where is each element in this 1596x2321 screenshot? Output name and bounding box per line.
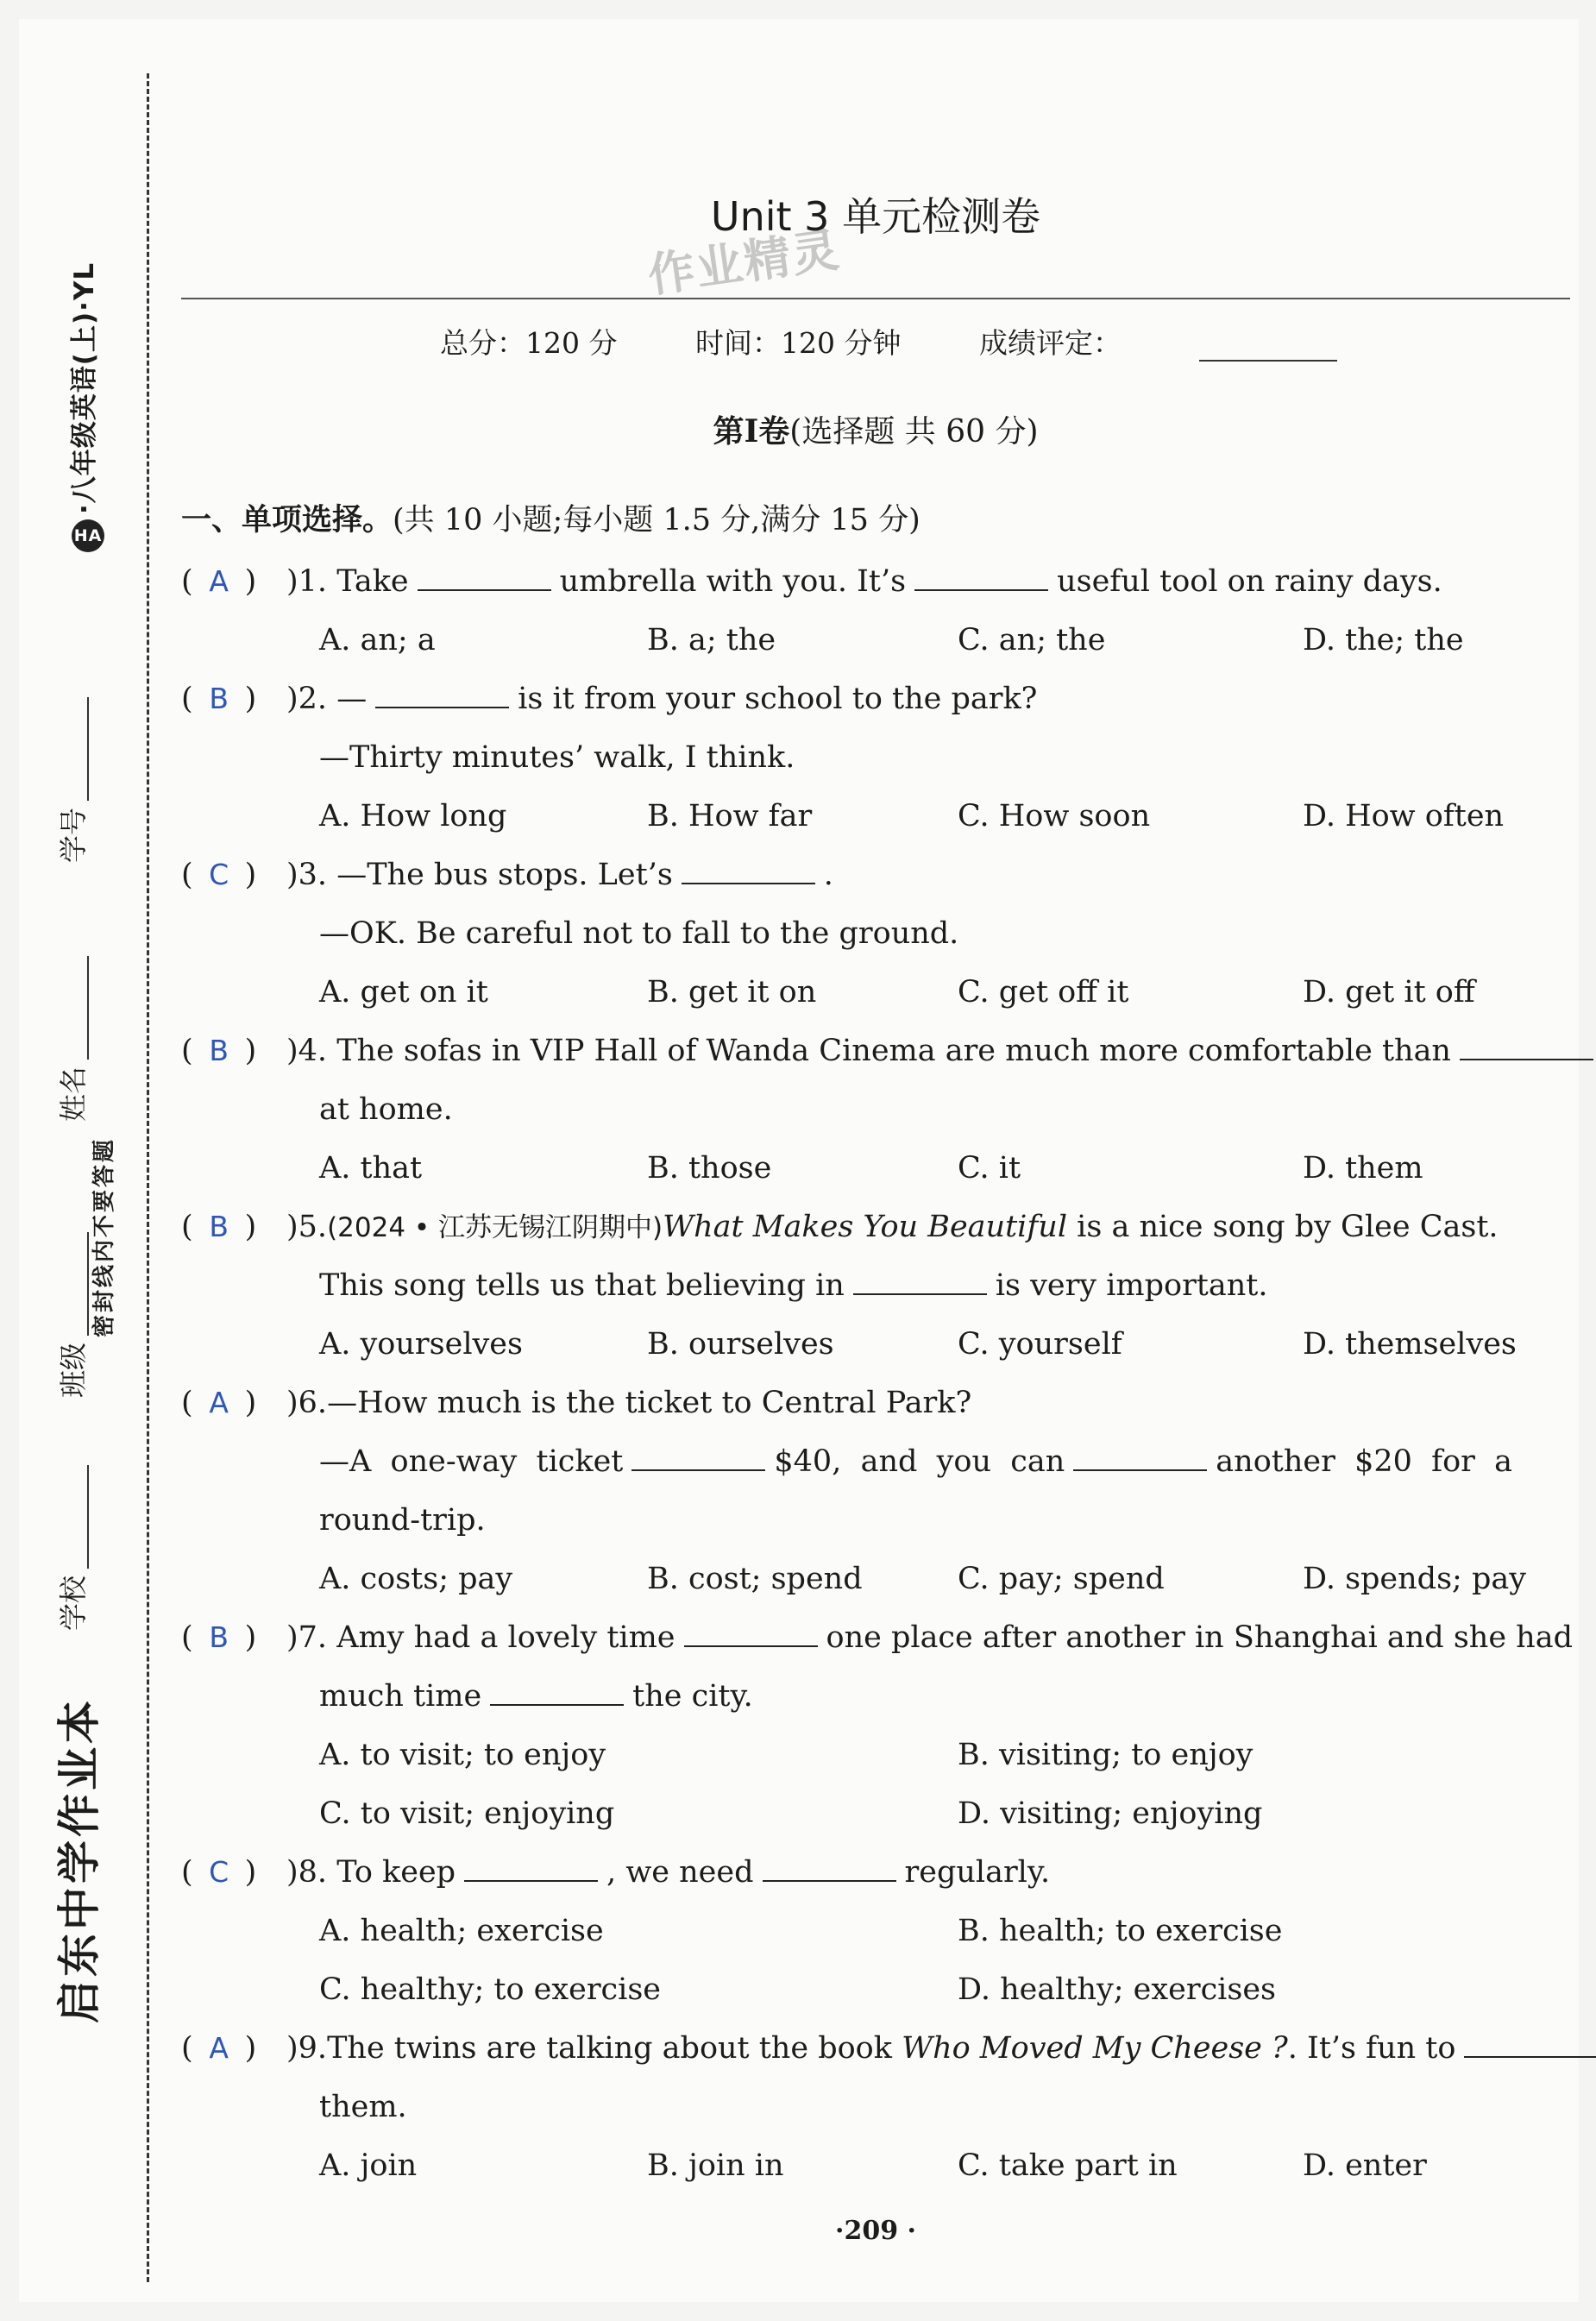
option[interactable]: C. pay; spend xyxy=(958,1562,1165,1596)
option[interactable]: B. How far xyxy=(647,799,813,833)
option[interactable]: B. get it on xyxy=(647,975,817,1010)
option[interactable]: C. an; the xyxy=(958,623,1106,657)
question-6-reply: —A one-way ticket $40, and you can another $20 for a xyxy=(181,1432,1570,1491)
option[interactable]: A. costs; pay xyxy=(319,1562,513,1596)
answer-mark: B xyxy=(209,1210,229,1243)
student-id-field[interactable]: 学号 xyxy=(52,697,91,863)
name-blank[interactable] xyxy=(61,956,89,1060)
class-field[interactable]: 班级 xyxy=(52,1232,91,1398)
total-score: 总分：120 分 xyxy=(440,326,618,360)
song-title: What Makes You Beautiful xyxy=(663,1210,1068,1244)
grade-label: 成绩评定： xyxy=(979,326,1406,360)
option[interactable]: D. the; the xyxy=(1303,623,1464,657)
watermark: 作业精灵 xyxy=(644,222,844,304)
answer-blank[interactable] xyxy=(375,670,509,708)
option[interactable]: B. those xyxy=(647,1151,772,1186)
option[interactable]: C. it xyxy=(958,1151,1021,1186)
option[interactable]: C. How soon xyxy=(958,799,1151,833)
options-7b xyxy=(181,1784,1570,1843)
seal-line-note: 密封线内不要答题 xyxy=(91,1136,117,1337)
question-1: ( A ) )1. Take umbrella with you. It’s useful tool on rainy days. xyxy=(181,552,1570,611)
question-6-continued: round-trip. xyxy=(319,1503,486,1538)
options-3 xyxy=(181,963,1570,1022)
section-heading: 一、单项选择。(共 10 小题;每小题 1.5 分,满分 15 分) xyxy=(181,503,921,538)
binding-margin xyxy=(0,0,147,2321)
options-6 xyxy=(181,1550,1570,1608)
page-title: Unit 3 单元检测卷 xyxy=(710,193,1041,240)
question-2-reply: —Thirty minutes’ walk, I think. xyxy=(319,740,795,775)
answer-blank[interactable] xyxy=(1460,1022,1593,1060)
question-5-continued: This song tells us that believing in is very important. xyxy=(181,1256,1570,1315)
class-blank[interactable] xyxy=(61,1232,89,1336)
option[interactable]: B. health; to exercise xyxy=(958,1914,1283,1948)
answer-blank[interactable] xyxy=(1073,1433,1207,1471)
answer-mark: C xyxy=(209,858,229,891)
seal-dashed-line xyxy=(147,73,149,2282)
question-3: ( C ) )3. —The bus stops. Let’s . xyxy=(181,846,1570,904)
question-3-reply: —OK. Be careful not to fall to the ground. xyxy=(319,916,959,951)
option[interactable]: D. How often xyxy=(1303,799,1505,833)
option[interactable]: A. health; exercise xyxy=(319,1914,604,1948)
book-series-label: HA·八年级英语(上)·YL xyxy=(62,262,104,552)
options-2 xyxy=(181,787,1570,846)
book-title: Who Moved My Cheese ? xyxy=(902,2031,1288,2066)
options-1 xyxy=(181,611,1570,670)
answer-mark: A xyxy=(209,2031,229,2065)
option[interactable]: A. get on it xyxy=(319,975,488,1010)
answer-mark: B xyxy=(209,682,229,715)
exam-info xyxy=(440,321,1406,362)
question-7: ( B ) )7. Amy had a lovely time one place after another in Shanghai and she had xyxy=(181,1608,1570,1667)
option[interactable]: A. to visit; to enjoy xyxy=(319,1738,606,1772)
question-list xyxy=(181,552,1573,2195)
school-field[interactable]: 学校 xyxy=(52,1465,91,1631)
question-8: ( C ) )8. To keep , we need regularly. xyxy=(181,1843,1570,1902)
option[interactable]: B. ourselves xyxy=(647,1327,834,1362)
school-blank[interactable] xyxy=(61,1465,89,1569)
answer-mark: B xyxy=(209,1034,229,1067)
option[interactable]: A. an; a xyxy=(319,623,436,657)
option[interactable]: C. healthy; to exercise xyxy=(319,1972,662,2007)
name-field[interactable]: 姓名 xyxy=(52,956,91,1122)
answer-blank[interactable] xyxy=(1464,2020,1596,2058)
option[interactable]: D. healthy; exercises xyxy=(958,1972,1277,2007)
option[interactable]: D. spends; pay xyxy=(1303,1562,1527,1596)
question-2: ( B ) )2. — is it from your school to the park? xyxy=(181,670,1570,728)
options-5 xyxy=(181,1315,1570,1374)
answer-blank[interactable] xyxy=(914,553,1048,591)
answer-blank[interactable] xyxy=(684,1609,818,1647)
question-4: ( B ) )4. The sofas in VIP Hall of Wanda Cinema are much more comfortable than xyxy=(181,1022,1570,1080)
answer-blank[interactable] xyxy=(763,1844,896,1882)
option[interactable]: A. join xyxy=(319,2148,418,2183)
option[interactable]: B. visiting; to enjoy xyxy=(958,1738,1254,1772)
option[interactable]: D. enter xyxy=(1303,2148,1427,2183)
answer-blank[interactable] xyxy=(853,1257,987,1295)
options-8a xyxy=(181,1902,1570,1960)
option[interactable]: C. get off it xyxy=(958,975,1129,1010)
options-9 xyxy=(181,2136,1570,2195)
answer-blank[interactable] xyxy=(464,1844,598,1882)
option[interactable]: C. to visit; enjoying xyxy=(319,1796,615,1831)
answer-mark: A xyxy=(209,564,229,598)
question-5: ( B ) )5.(2024 • 江苏无锡江阴期中)What Makes You Beautiful is a nice song by Glee Cast. xyxy=(181,1198,1570,1256)
option[interactable]: D. get it off xyxy=(1303,975,1475,1010)
option[interactable]: C. yourself xyxy=(958,1327,1122,1362)
option[interactable]: D. themselves xyxy=(1303,1327,1517,1362)
question-7-continued: much time the city. xyxy=(181,1667,1570,1726)
school-workbook-title: 启东中学作业本 xyxy=(54,1697,104,2023)
option[interactable]: B. a; the xyxy=(647,623,776,657)
question-9: ( A ) )9.The twins are talking about the book Who Moved My Cheese ?. It’s fun to xyxy=(181,2019,1570,2078)
question-6: ( A ) )6.—How much is the ticket to Central Park? xyxy=(181,1374,1570,1432)
options-7a xyxy=(181,1726,1570,1784)
answer-mark: B xyxy=(209,1620,229,1654)
title-divider xyxy=(181,298,1570,299)
option[interactable]: A. How long xyxy=(319,799,507,833)
option[interactable]: C. take part in xyxy=(958,2148,1178,2183)
options-4 xyxy=(181,1139,1570,1198)
answer-blank[interactable] xyxy=(418,553,551,591)
question-source: (2024 • 江苏无锡江阴期中) xyxy=(327,1212,663,1243)
answer-mark: A xyxy=(209,1386,229,1419)
option[interactable]: A. that xyxy=(319,1151,423,1186)
student-id-blank[interactable] xyxy=(61,697,89,801)
page-number: ·209 · xyxy=(835,2216,916,2246)
part-heading: 第Ⅰ卷(选择题 共 60 分) xyxy=(713,413,1039,450)
option[interactable]: B. join in xyxy=(647,2148,784,2183)
options-8b xyxy=(181,1960,1570,2019)
answer-blank[interactable] xyxy=(490,1668,624,1706)
publisher-badge: HA xyxy=(72,519,104,552)
exam-time: 时间：120 分钟 xyxy=(694,326,902,360)
answer-blank[interactable] xyxy=(631,1433,765,1471)
answer-mark: C xyxy=(209,1855,229,1889)
option[interactable]: A. yourselves xyxy=(319,1327,523,1362)
option[interactable]: B. cost; spend xyxy=(647,1562,863,1596)
answer-blank[interactable] xyxy=(682,846,815,884)
option[interactable]: D. them xyxy=(1303,1151,1423,1186)
option[interactable]: D. visiting; enjoying xyxy=(958,1796,1263,1831)
grade-blank[interactable] xyxy=(1199,334,1337,362)
question-9-continued: them. xyxy=(319,2090,407,2124)
question-4-continued: at home. xyxy=(319,1092,453,1127)
